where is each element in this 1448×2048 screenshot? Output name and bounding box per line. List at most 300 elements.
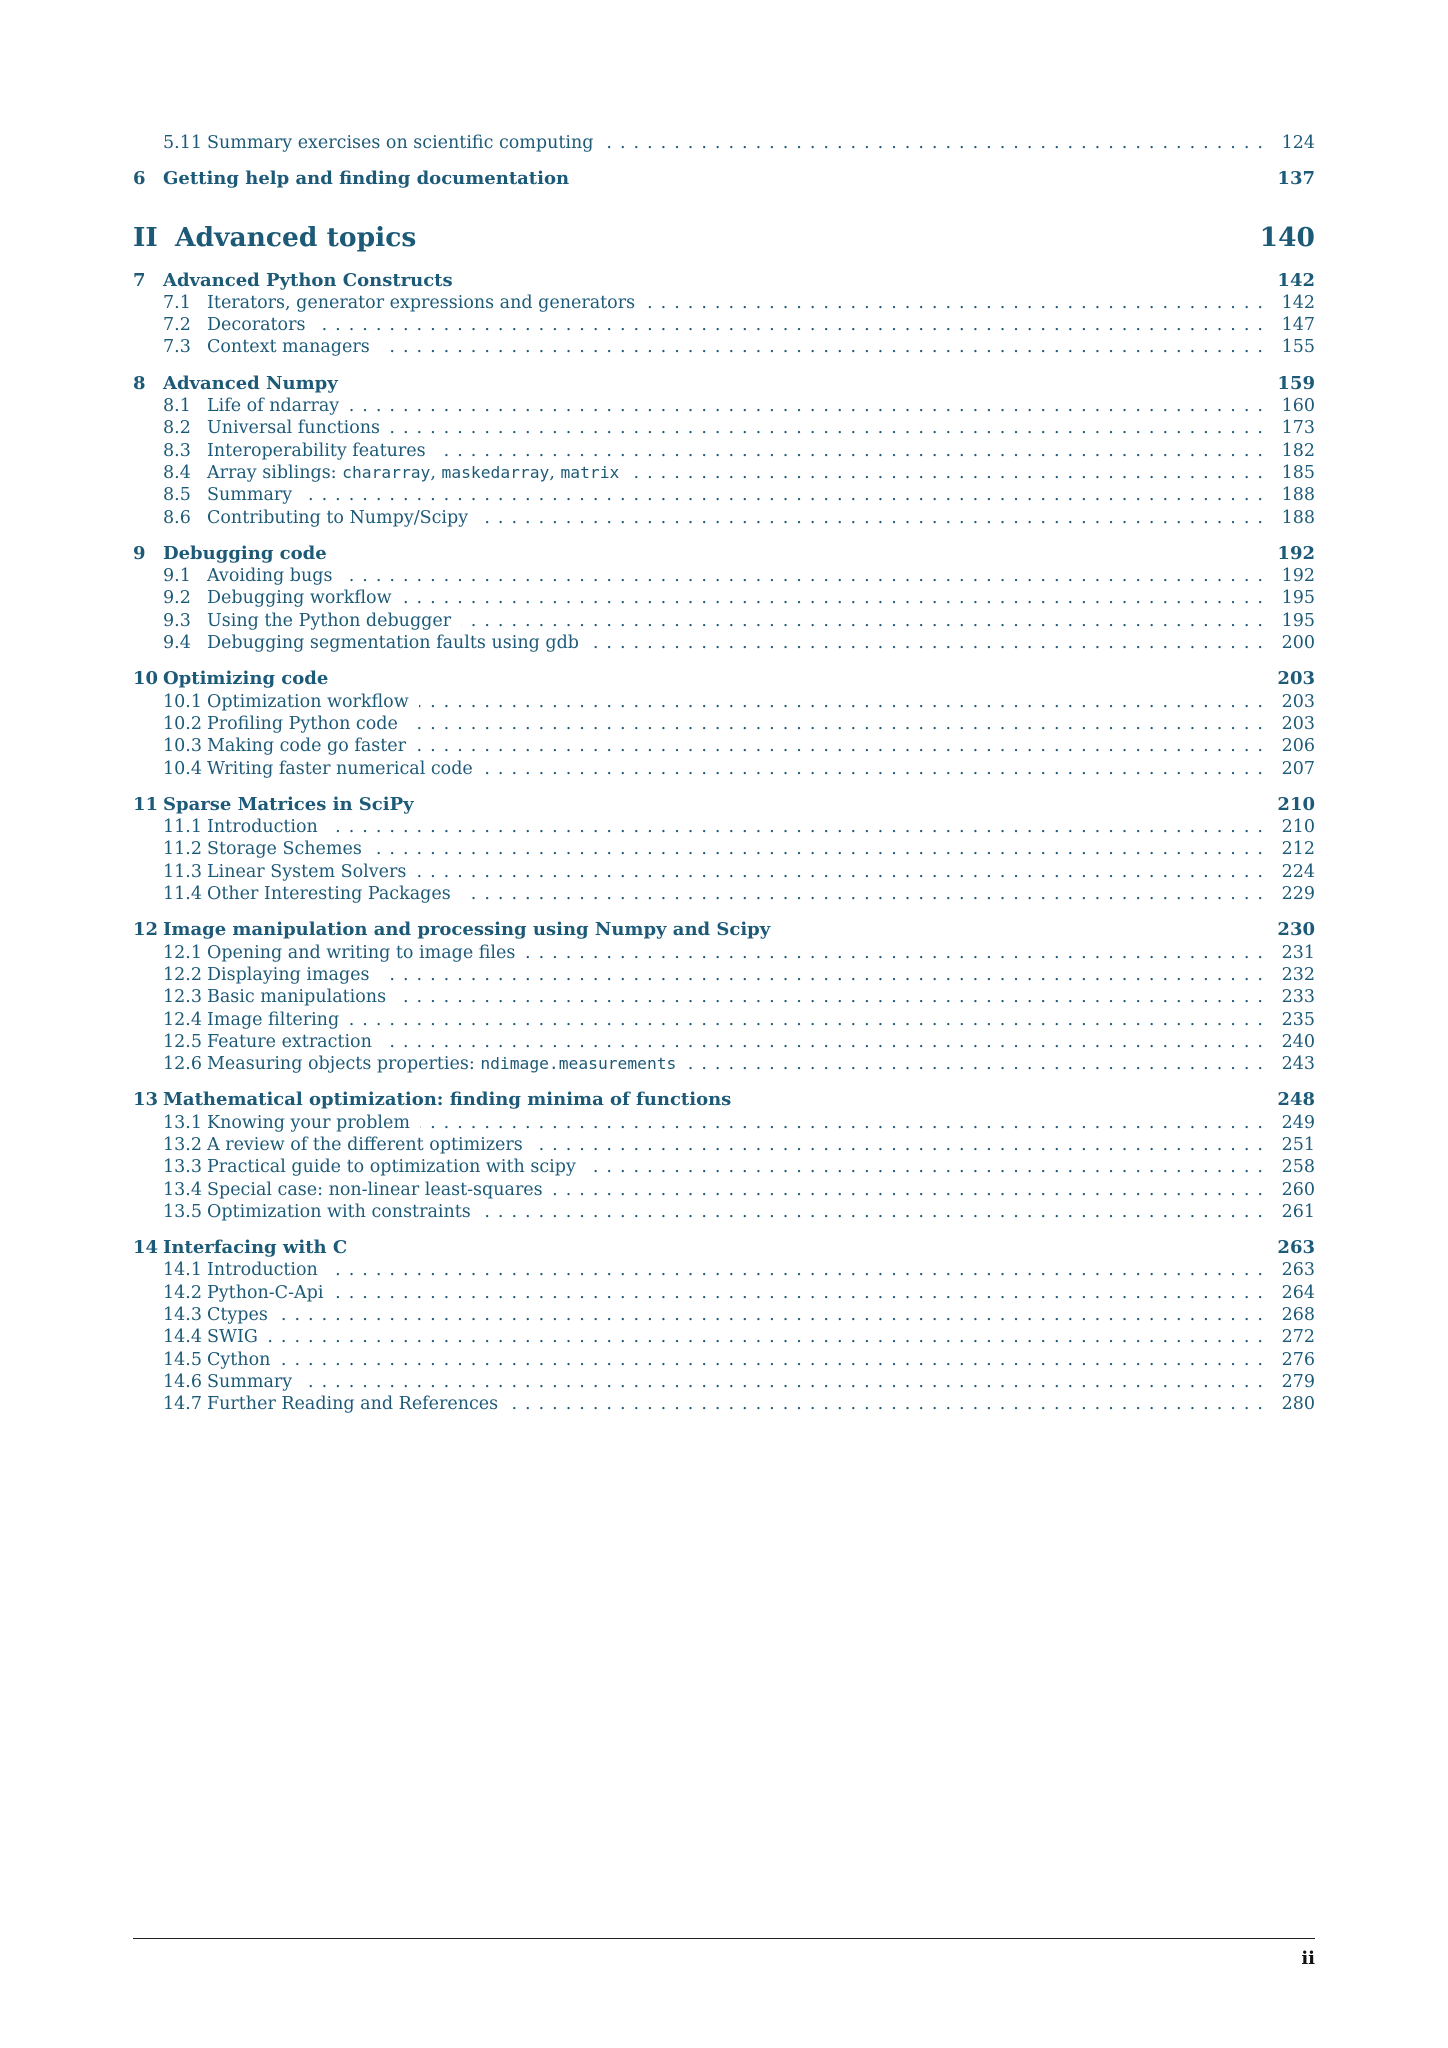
toc-leader-dots: [349, 1009, 1271, 1031]
toc-entry-page: 192: [1277, 542, 1315, 564]
toc-section-entry[interactable]: [133, 1304, 1315, 1326]
toc-entry-page: 200: [1281, 633, 1315, 654]
toc-section-entry[interactable]: [133, 484, 1315, 506]
toc-entry-page: 268: [1281, 1305, 1315, 1326]
toc-entry-number: 7.2: [163, 315, 191, 336]
toc-entry-title: [207, 942, 515, 964]
toc-leader-dots: [420, 1112, 1271, 1134]
toc-entry-page: 232: [1281, 964, 1315, 985]
toc-section-entry[interactable]: [133, 735, 1315, 757]
toc-entry-page: 272: [1281, 1327, 1315, 1348]
toc-leader-dots: [396, 986, 1271, 1008]
toc-section-entry[interactable]: [133, 440, 1315, 462]
toc-leader-dots: [553, 1179, 1271, 1201]
toc-entry-number: 13.5: [163, 1201, 202, 1222]
toc-leader-dots: [645, 292, 1271, 314]
toc-section-entry[interactable]: [133, 758, 1315, 780]
toc-entry-number: 8.2: [163, 418, 191, 439]
toc-leader-dots: [390, 417, 1271, 439]
toc-entry-number: 13.2: [163, 1134, 202, 1155]
toc-title-text: Introduction: [207, 1260, 318, 1281]
toc-entry-page: 203: [1281, 713, 1315, 734]
toc-entry-number: 9.4: [163, 633, 191, 654]
toc-list: [133, 132, 1315, 1416]
toc-entry-title: [207, 1326, 258, 1348]
toc-entry-number: 12.1: [163, 942, 202, 963]
toc-entry-title: [207, 610, 451, 632]
toc-title-text: Advanced Python Constructs: [163, 269, 453, 291]
toc-title-text: SWIG: [207, 1327, 258, 1348]
toc-title-text: Introduction: [207, 817, 318, 838]
toc-leader-dots: [416, 861, 1271, 883]
toc-entry-number: 12: [133, 919, 159, 941]
toc-entry-page: 192: [1281, 566, 1315, 587]
toc-title-text: Debugging workflow: [207, 588, 392, 609]
toc-section-entry[interactable]: [133, 816, 1315, 838]
toc-leader-dots: [402, 587, 1271, 609]
footer-page-number: ii: [1301, 1948, 1315, 1969]
toc-entry-page: 261: [1281, 1201, 1315, 1222]
toc-entry-page: 188: [1281, 507, 1315, 528]
toc-title-text: ,: [549, 462, 561, 483]
toc-entry-page: 124: [1281, 133, 1315, 153]
toc-title-text: Ctypes: [207, 1305, 268, 1326]
toc-title-text: Python-C-Api: [207, 1282, 324, 1303]
toc-entry-number: 11: [133, 793, 159, 815]
toc-title-text: Practical guide to optimization with scipy: [207, 1157, 576, 1178]
toc-section-entry[interactable]: [133, 1009, 1315, 1031]
toc-entry-number: 14.1: [163, 1260, 202, 1281]
toc-entry-number: 13.1: [163, 1112, 202, 1133]
toc-leader-dots: [525, 942, 1271, 964]
toc-entry-title: [207, 417, 380, 439]
toc-entry-number: 14.5: [163, 1349, 202, 1370]
toc-chapter-entry[interactable]: [133, 270, 1315, 292]
toc-entry-page: 185: [1281, 462, 1315, 483]
toc-entry-title: [207, 314, 305, 336]
toc-leader-dots: [328, 816, 1271, 838]
toc-entry-title: [207, 507, 468, 529]
toc-section-entry[interactable]: [133, 395, 1315, 417]
toc-leader-dots: [302, 484, 1271, 506]
toc-entry-number: 10.1: [163, 691, 202, 712]
toc-entry-number: 8: [133, 372, 146, 394]
toc-entry-number: 14.6: [163, 1371, 202, 1392]
toc-entry-title: [207, 1009, 339, 1031]
toc-entry-page: 159: [1277, 372, 1315, 394]
toc-entry-title: [207, 1031, 372, 1053]
toc-title-text: Advanced topics: [175, 221, 417, 253]
toc-entry-title: [207, 1112, 410, 1134]
toc-chapter-entry[interactable]: [133, 543, 1315, 565]
toc-entry-number: II: [133, 221, 158, 253]
toc-entry-page: 229: [1281, 884, 1315, 905]
toc-title-text: Basic manipulations: [207, 987, 387, 1008]
toc-entry-number: 11.1: [163, 817, 202, 838]
toc-entry-number: 7.1: [163, 292, 191, 313]
toc-entry-page: 258: [1281, 1157, 1315, 1178]
toc-section-entry[interactable]: [133, 132, 1315, 154]
toc-entry-title: [207, 1371, 292, 1393]
toc-title-text: Context managers: [207, 337, 370, 358]
toc-section-entry[interactable]: [133, 1053, 1315, 1075]
toc-title-text: ,: [430, 462, 442, 483]
toc-entry-title: [207, 1304, 268, 1326]
toc-entry-title: [163, 168, 569, 190]
toc-leader-dots: [342, 565, 1271, 587]
toc-entry-title: [207, 132, 593, 154]
toc-entry-number: 10: [133, 668, 159, 690]
toc-entry-number: 11.2: [163, 839, 202, 860]
toc-entry-number: 8.6: [163, 507, 191, 528]
toc-entry-number: 12.5: [163, 1031, 202, 1052]
toc-entry-title: [207, 713, 398, 735]
toc-entry-page: 207: [1281, 758, 1315, 779]
toc-entry-page: 210: [1277, 793, 1315, 815]
toc-entry-page: 248: [1277, 1089, 1315, 1111]
toc-title-text: Advanced Numpy: [163, 372, 338, 394]
toc-leader-dots: [333, 1282, 1271, 1304]
toc-entry-title: [207, 1179, 543, 1201]
toc-entry-page: 140: [1259, 221, 1315, 253]
toc-entry-page: 231: [1281, 942, 1315, 963]
toc-entry-number: 8.4: [163, 462, 191, 483]
toc-section-entry[interactable]: [133, 507, 1315, 529]
toc-section-entry[interactable]: [133, 861, 1315, 883]
toc-entry-title: [163, 543, 327, 565]
toc-title-text: Decorators: [207, 315, 306, 336]
toc-title-text: Life of ndarray: [207, 396, 340, 417]
toc-title-text: Interoperability features: [207, 440, 426, 461]
toc-section-entry[interactable]: [133, 964, 1315, 986]
toc-title-text: Optimizing code: [163, 668, 329, 690]
toc-section-entry[interactable]: [133, 1259, 1315, 1281]
toc-entry-number: 10.2: [163, 713, 202, 734]
toc-entry-page: 235: [1281, 1009, 1315, 1030]
toc-entry-number: 10.4: [163, 758, 202, 779]
toc-section-entry[interactable]: [133, 292, 1315, 314]
toc-leader-dots: [603, 132, 1271, 154]
toc-section-entry[interactable]: [133, 1134, 1315, 1156]
toc-entry-number: 9: [133, 542, 146, 564]
toc-entry-number: 13.3: [163, 1157, 202, 1178]
toc-chapter-entry[interactable]: [133, 1237, 1315, 1259]
toc-entry-page: 264: [1281, 1282, 1315, 1303]
toc-title-text: Array siblings:: [207, 462, 343, 483]
toc-section-entry[interactable]: [133, 1179, 1315, 1201]
toc-entry-number: 14: [133, 1237, 159, 1259]
toc-leader-dots: [302, 1371, 1271, 1393]
toc-entry-number: 9.2: [163, 588, 191, 609]
toc-entry-title: [207, 1349, 270, 1371]
toc-entry-number: 10.3: [163, 736, 202, 757]
toc-entry-page: 210: [1281, 817, 1315, 838]
toc-title-text: Image filtering: [207, 1009, 340, 1030]
toc-section-entry[interactable]: [133, 838, 1315, 860]
toc-leader-dots: [483, 758, 1271, 780]
toc-entry-page: 195: [1281, 588, 1315, 609]
toc-chapter-entry[interactable]: [133, 1089, 1315, 1111]
toc-entry-title: [207, 1201, 471, 1223]
table-of-contents: [133, 132, 1315, 1416]
toc-entry-title: [207, 1282, 323, 1304]
toc-leader-dots: [461, 883, 1271, 905]
toc-entry-page: 249: [1281, 1112, 1315, 1133]
toc-section-entry[interactable]: [133, 1282, 1315, 1304]
toc-entry-title: [207, 816, 318, 838]
toc-title-text: Optimization workflow: [207, 691, 409, 712]
toc-title-text: Displaying images: [207, 964, 370, 985]
toc-title-text: Further Reading and References: [207, 1394, 499, 1415]
toc-entry-page: 173: [1281, 418, 1315, 439]
toc-section-entry[interactable]: [133, 1031, 1315, 1053]
toc-entry-page: 260: [1281, 1179, 1315, 1200]
toc-title-text: Knowing your problem: [207, 1112, 410, 1133]
toc-title-text: Feature extraction: [207, 1031, 372, 1052]
toc-title-text: Linear System Solvers: [207, 861, 407, 882]
toc-title-text: Opening and writing to image files: [207, 942, 516, 963]
toc-entry-page: 203: [1277, 668, 1315, 690]
toc-entry-number: 7: [133, 269, 146, 291]
toc-entry-page: 212: [1281, 839, 1315, 860]
toc-title-text: Iterators, generator expressions and generators: [207, 292, 636, 313]
toc-section-entry[interactable]: [133, 1393, 1315, 1415]
toc-entry-page: 233: [1281, 987, 1315, 1008]
toc-leader-dots: [586, 1156, 1271, 1178]
toc-entry-title: [163, 919, 770, 941]
toc-entry-title: [207, 462, 619, 484]
toc-section-entry[interactable]: [133, 986, 1315, 1008]
toc-title-text: Measuring objects properties:: [207, 1054, 481, 1075]
toc-entry-number: 14.2: [163, 1282, 202, 1303]
toc-chapter-entry[interactable]: [133, 373, 1315, 395]
toc-entry-page: 182: [1281, 440, 1315, 461]
toc-chapter-entry[interactable]: [133, 919, 1315, 941]
toc-entry-title: [207, 1259, 318, 1281]
toc-title-text: Sparse Matrices in SciPy: [163, 793, 414, 815]
toc-section-entry[interactable]: [133, 1349, 1315, 1371]
toc-leader-dots: [629, 462, 1271, 484]
toc-leader-dots: [686, 1053, 1271, 1075]
toc-leader-dots: [419, 691, 1271, 713]
toc-entry-title: [207, 1134, 523, 1156]
toc-entry-number: 14.7: [163, 1394, 202, 1415]
toc-section-entry[interactable]: [133, 1371, 1315, 1393]
toc-entry-page: 142: [1277, 269, 1315, 291]
toc-entry-page: 263: [1281, 1260, 1315, 1281]
toc-title-text: Using the Python debugger: [207, 610, 452, 631]
toc-chapter-entry[interactable]: [133, 794, 1315, 816]
toc-title-text: Writing faster numerical code: [207, 758, 473, 779]
toc-title-text: Profiling Python code: [207, 713, 398, 734]
toc-title-code-text: maskedarray: [441, 462, 550, 482]
toc-section-entry[interactable]: [133, 713, 1315, 735]
toc-title-text: Summary exercises on scientific computing: [207, 133, 594, 153]
toc-entry-page: 147: [1281, 315, 1315, 336]
toc-entry-page: 224: [1281, 861, 1315, 882]
toc-leader-dots: [416, 735, 1271, 757]
toc-entry-page: 240: [1281, 1031, 1315, 1052]
toc-leader-dots: [481, 1201, 1271, 1223]
toc-title-text: Getting help and finding documentation: [163, 168, 570, 190]
toc-entry-number: 14.4: [163, 1327, 202, 1348]
toc-title-text: Special case: non-linear least-squares: [207, 1179, 543, 1200]
toc-title-text: Making code go faster: [207, 736, 406, 757]
toc-entry-number: 12.3: [163, 987, 202, 1008]
toc-entry-title: [207, 691, 409, 713]
toc-title-code-text: matrix: [560, 462, 620, 482]
toc-entry-number: 6: [133, 168, 146, 190]
toc-entry-number: 5.11: [163, 133, 202, 153]
toc-title-text: Universal functions: [207, 418, 381, 439]
toc-entry-page: 206: [1281, 736, 1315, 757]
toc-entry-number: 12.4: [163, 1009, 202, 1030]
toc-section-entry[interactable]: [133, 565, 1315, 587]
toc-entry-title: [207, 964, 370, 986]
toc-entry-title: [207, 440, 426, 462]
toc-entry-page: 263: [1277, 1237, 1315, 1259]
toc-entry-page: 155: [1281, 337, 1315, 358]
toc-leader-dots: [349, 395, 1271, 417]
toc-leader-dots: [315, 314, 1271, 336]
toc-entry-number: 8.1: [163, 396, 191, 417]
toc-section-entry[interactable]: [133, 417, 1315, 439]
toc-entry-number: 12.2: [163, 964, 202, 985]
toc-leader-dots: [268, 1326, 1271, 1348]
toc-title-text: Interfacing with C: [163, 1237, 348, 1259]
toc-entry-page: 251: [1281, 1134, 1315, 1155]
toc-section-entry[interactable]: [133, 942, 1315, 964]
toc-title-text: Debugging segmentation faults using gdb: [207, 633, 579, 654]
toc-leader-dots: [436, 440, 1271, 462]
toc-entry-title: [207, 1156, 576, 1178]
toc-leader-dots: [380, 964, 1271, 986]
toc-leader-dots: [372, 838, 1271, 860]
toc-entry-title: [207, 336, 370, 358]
toc-title-text: Mathematical optimization: finding minima of functions: [163, 1089, 732, 1111]
toc-leader-dots: [461, 610, 1271, 632]
toc-entry-title: [207, 292, 635, 314]
toc-title-text: Summary: [207, 1371, 293, 1392]
toc-section-entry[interactable]: [133, 314, 1315, 336]
toc-entry-title: [207, 587, 392, 609]
toc-leader-dots: [382, 1031, 1271, 1053]
toc-title-text: Optimization with constraints: [207, 1201, 471, 1222]
toc-entry-page: 188: [1281, 485, 1315, 506]
toc-entry-page: 280: [1281, 1394, 1315, 1415]
toc-entry-number: 8.3: [163, 440, 191, 461]
toc-entry-title: [207, 758, 473, 780]
toc-entry-page: 142: [1281, 292, 1315, 313]
toc-section-entry[interactable]: [133, 610, 1315, 632]
toc-leader-dots: [328, 1259, 1271, 1281]
toc-entry-title: [207, 735, 406, 757]
toc-section-entry[interactable]: [133, 462, 1315, 484]
toc-entry-title: [163, 794, 414, 816]
toc-entry-page: 195: [1281, 610, 1315, 631]
toc-title-text: Summary: [207, 485, 293, 506]
toc-title-text: Storage Schemes: [207, 839, 362, 860]
toc-entry-page: 279: [1281, 1371, 1315, 1392]
toc-entry-number: 13: [133, 1089, 159, 1111]
toc-title-text: Image manipulation and processing using Numpy and Scipy: [163, 919, 771, 941]
toc-entry-number: 11.3: [163, 861, 202, 882]
toc-entry-number: 12.6: [163, 1054, 202, 1075]
footer-rule: [133, 1938, 1315, 1939]
toc-part-entry[interactable]: [133, 221, 1315, 255]
toc-leader-dots: [478, 507, 1271, 529]
toc-leader-dots: [589, 632, 1271, 654]
toc-title-text: A review of the different optimizers: [207, 1134, 523, 1155]
toc-entry-number: 11.4: [163, 884, 202, 905]
toc-title-text: Contributing to Numpy/Scipy: [207, 507, 469, 528]
toc-section-entry[interactable]: [133, 1326, 1315, 1348]
toc-entry-number: 14.3: [163, 1305, 202, 1326]
toc-title-text: Avoiding bugs: [207, 566, 333, 587]
toc-chapter-entry[interactable]: [133, 668, 1315, 690]
toc-chapter-entry[interactable]: [133, 168, 1315, 190]
toc-section-entry[interactable]: [133, 587, 1315, 609]
toc-leader-dots: [280, 1349, 1271, 1371]
toc-title-code-text: ndimage.measurements: [480, 1054, 677, 1074]
toc-entry-title: [207, 883, 451, 905]
toc-section-entry[interactable]: [133, 1112, 1315, 1134]
toc-entry-title: [207, 861, 406, 883]
toc-title-code-text: chararray: [342, 462, 431, 482]
toc-entry-title: [163, 373, 338, 395]
toc-entry-page: 203: [1281, 691, 1315, 712]
toc-entry-page: 230: [1277, 919, 1315, 941]
toc-entry-title: [207, 632, 579, 654]
toc-entry-page: 160: [1281, 396, 1315, 417]
toc-entry-number: 7.3: [163, 337, 191, 358]
toc-section-entry[interactable]: [133, 336, 1315, 358]
toc-section-entry[interactable]: [133, 691, 1315, 713]
toc-entry-title: [207, 395, 339, 417]
toc-entry-title: [207, 484, 292, 506]
toc-entry-title: [207, 986, 386, 1008]
toc-entry-title: [163, 270, 453, 292]
toc-entry-page: 243: [1281, 1054, 1315, 1075]
toc-entry-page: 276: [1281, 1349, 1315, 1370]
toc-leader-dots: [533, 1134, 1271, 1156]
toc-entry-title: [207, 565, 332, 587]
toc-leader-dots: [278, 1304, 1271, 1326]
toc-entry-number: 8.5: [163, 485, 191, 506]
toc-entry-number: 9.3: [163, 610, 191, 631]
toc-entry-title: [207, 1053, 676, 1075]
toc-entry-number: 13.4: [163, 1179, 202, 1200]
toc-section-entry[interactable]: [133, 883, 1315, 905]
toc-title-text: Debugging code: [163, 542, 327, 564]
toc-section-entry[interactable]: [133, 1156, 1315, 1178]
toc-entry-title: [207, 1393, 498, 1415]
toc-leader-dots: [380, 336, 1271, 358]
toc-section-entry[interactable]: [133, 632, 1315, 654]
toc-entry-title: [207, 838, 362, 860]
toc-entry-title: [175, 221, 416, 255]
toc-entry-title: [163, 1089, 731, 1111]
toc-entry-title: [163, 668, 328, 690]
toc-title-text: Cython: [207, 1349, 271, 1370]
toc-entry-title: [163, 1237, 347, 1259]
toc-entry-page: 137: [1277, 168, 1315, 190]
toc-leader-dots: [508, 1393, 1271, 1415]
toc-leader-dots: [408, 713, 1271, 735]
toc-title-text: Other Interesting Packages: [207, 884, 451, 905]
toc-section-entry[interactable]: [133, 1201, 1315, 1223]
toc-entry-number: 9.1: [163, 566, 191, 587]
